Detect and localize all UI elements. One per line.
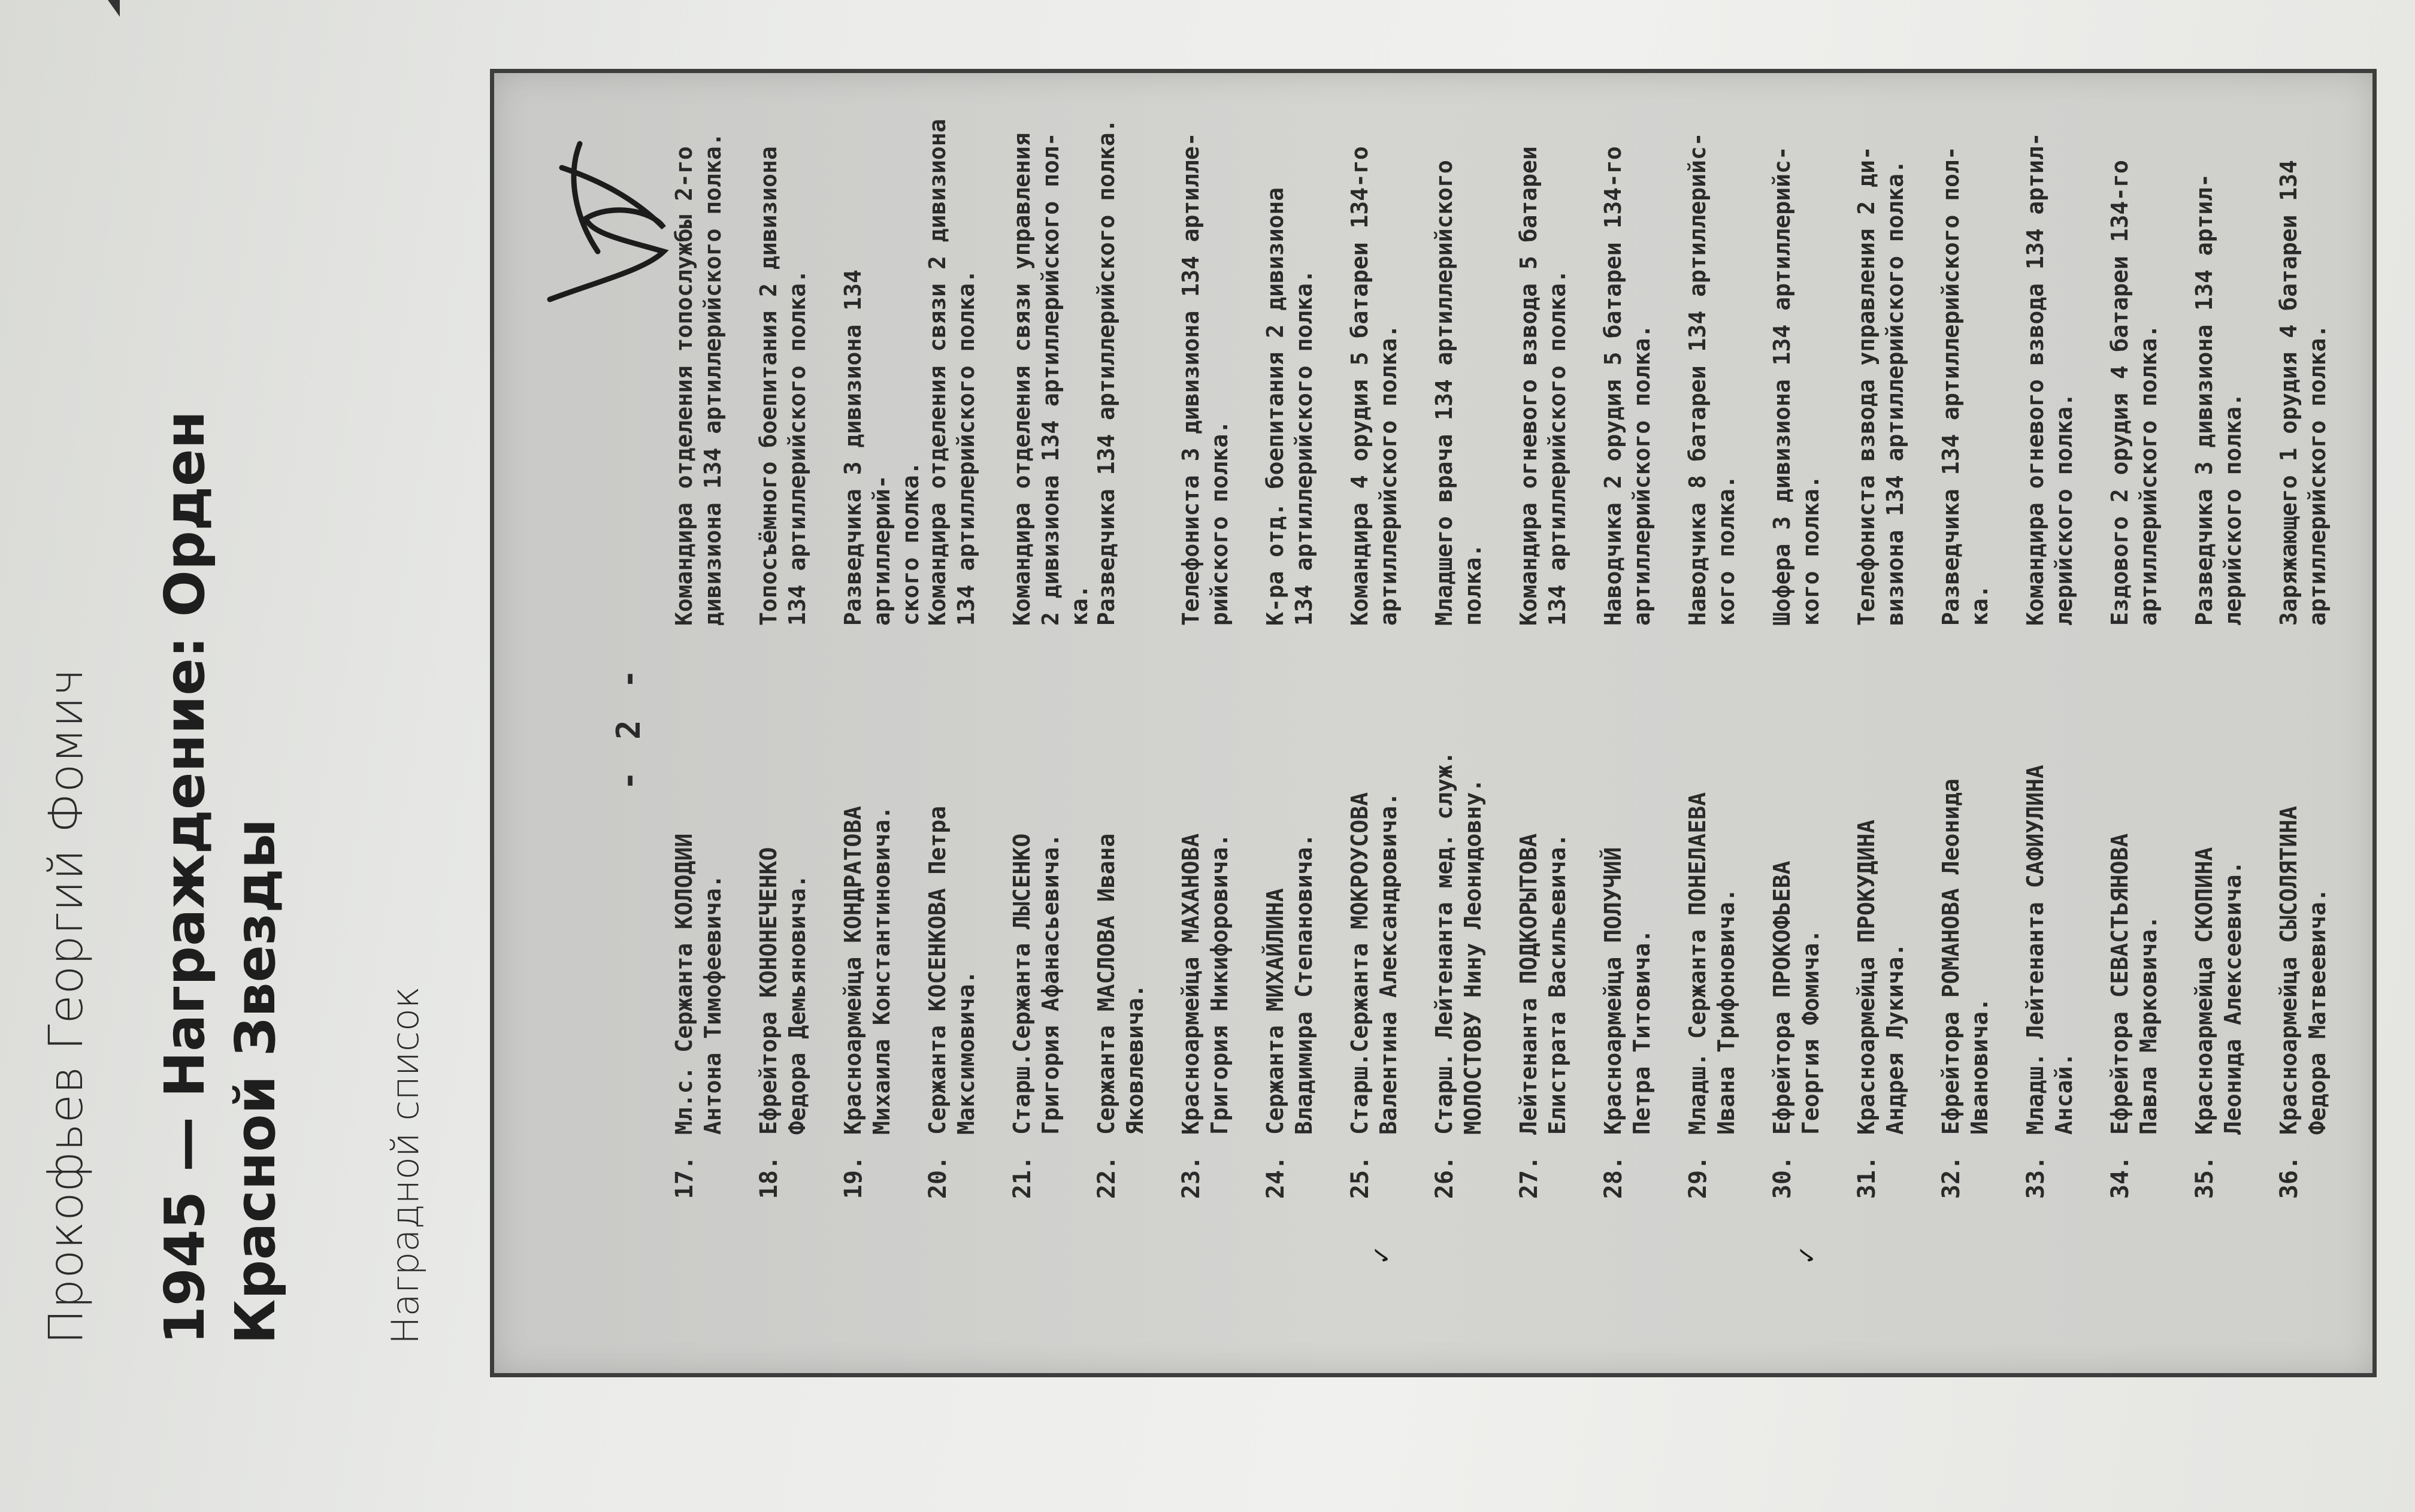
entry-name: Старш.Сержанта МОКРОУСОВА Валентина Александровича. bbox=[1346, 792, 1402, 1135]
list-item bbox=[2105, 108, 2195, 1234]
entry-position: Разведчика 134 артиллерийского полка. bbox=[1093, 119, 1119, 626]
entry-number: 20. bbox=[924, 1156, 952, 1199]
entry-position: Разведчика 134 артиллерийского пол- ка. bbox=[1938, 146, 1993, 626]
entry-name: Ефрейтора ПРОКОФЬЕВА Георгия Фомича. bbox=[1769, 860, 1824, 1135]
list-item bbox=[2190, 108, 2280, 1234]
award-heading: 1945 — Награждение: Орден Красной Звезды bbox=[153, 410, 288, 1344]
entry-position: Командира отделения топослужбы 2-го дивизиона 134 артиллерийского полка. bbox=[671, 132, 726, 626]
list-item bbox=[2021, 108, 2111, 1234]
list-item bbox=[1092, 108, 1182, 1234]
list-item bbox=[1430, 108, 1520, 1234]
entry-name: Лейтенанта ПОДКОРЫТОВА Елистрата Васильевича. bbox=[1515, 833, 1570, 1135]
entry-position: Младшего врача 134 артиллерийского полка. bbox=[1431, 160, 1486, 626]
entry-number: 29. bbox=[1684, 1156, 1712, 1199]
entry-position: Командира 4 орудия 5 батареи 134-го артиллерийского полка. bbox=[1346, 146, 1402, 626]
margin-mark: ✓ bbox=[1364, 1247, 1397, 1263]
margin-mark: ✓ bbox=[1790, 1247, 1822, 1263]
list-item bbox=[1768, 108, 1857, 1234]
entry-number: 19. bbox=[840, 1156, 867, 1199]
entry-position: Командира отделения связи 2 дивизиона 134 артиллерийского полка. bbox=[924, 119, 979, 626]
entry-number: 28. bbox=[1600, 1156, 1627, 1199]
entry-name: Старш.Сержанта ЛЫСЕНКО Григория Афанасьевича. bbox=[1009, 833, 1064, 1135]
entry-number: 22. bbox=[1093, 1156, 1121, 1199]
entry-name: Красноармейца СКОПИНА Леонида Алексеевича. bbox=[2191, 847, 2246, 1135]
entry-number: 26. bbox=[1431, 1156, 1458, 1199]
entry-name: Красноармейца СЫСОЛЯТИНА Федора Матвеевича. bbox=[2275, 805, 2331, 1135]
list-item bbox=[839, 108, 928, 1234]
document-type-label: Наградной список bbox=[383, 986, 427, 1344]
entry-number: 34. bbox=[2107, 1156, 2134, 1199]
entry-number: 25. bbox=[1346, 1156, 1374, 1199]
entry-position: Разведчика 3 дивизиона 134 артиллерий- ского полка. bbox=[840, 269, 924, 626]
entry-name: Младш. Лейтенанта САФИУЛИНА Ансай. bbox=[2022, 765, 2077, 1135]
list-item bbox=[1852, 108, 1942, 1234]
list-item bbox=[1345, 108, 1435, 1234]
entry-position: Телефониста 3 дивизиона 134 артилле- рийского полка. bbox=[1178, 132, 1233, 626]
entry-number: 21. bbox=[1009, 1156, 1036, 1199]
scanned-page-content bbox=[490, 69, 2377, 1377]
list-item bbox=[1599, 108, 1688, 1234]
entry-number: 23. bbox=[1178, 1156, 1205, 1199]
list-item bbox=[1007, 108, 1097, 1234]
entry-number: 27. bbox=[1515, 1156, 1543, 1199]
entry-name: Ефрейтора КОНОНЕЧЕНКО Федора Демьяновича. bbox=[755, 847, 810, 1135]
entry-name: Сержанта МАСЛОВА Ивана Яковлевича. bbox=[1093, 833, 1148, 1135]
entry-position: К-ра отд. боепитания 2 дивизиона 134 артиллерийского полка. bbox=[1262, 187, 1317, 626]
entry-position: Разведчика 3 дивизиона 134 артил- лерийского полка. bbox=[2191, 174, 2246, 626]
corner-mark bbox=[108, 0, 120, 17]
entry-name: Красноармейца ПРОКУДИНА Андрея Лукича. bbox=[1853, 819, 1908, 1135]
list-item bbox=[670, 108, 759, 1234]
entry-name: Старш. Лейтенанта мед. служ. МОЛОСТОВУ Нину Леонидовну. bbox=[1431, 751, 1486, 1135]
entry-position: Наводчика 8 батареи 134 артиллерийс- кого полка. bbox=[1684, 132, 1739, 626]
entry-position: Топосъёмного боепитания 2 дивизиона 134 артиллерийского полка. bbox=[755, 146, 810, 626]
entry-name: Красноармейца КОНДРАТОВА Михаила Константиновича. bbox=[840, 805, 895, 1135]
handwritten-signature bbox=[526, 132, 682, 323]
entry-number: 33. bbox=[2022, 1156, 2050, 1199]
entry-name: Сержанта МИХАЙЛИНА Владимира Степановича. bbox=[1262, 833, 1317, 1135]
entry-position: Телефониста взвода управления 2 ди- визиона 134 артиллерийского полка. bbox=[1853, 146, 1908, 626]
page-number: - 2 - bbox=[610, 663, 647, 790]
entry-number: 30. bbox=[1769, 1156, 1796, 1199]
entry-name: Сержанта КОСЕНКОВА Петра Максимовича. bbox=[924, 805, 979, 1135]
entry-position: Шофера 3 дивизиона 134 артиллерийс- кого полка. bbox=[1769, 146, 1824, 626]
entry-name: Младш. Сержанта ПОНЕЛАЕВА Ивана Трифоновича. bbox=[1684, 792, 1739, 1135]
entry-name: Ефрейтора РОМАНОВА Леонида Ивановича. bbox=[1938, 778, 1993, 1135]
entry-number: 36. bbox=[2275, 1156, 2303, 1199]
list-item bbox=[923, 108, 1013, 1234]
entry-position: Командира отделения связи управления 2 дивизиона 134 артиллерийского пол- ка. bbox=[1009, 132, 1092, 626]
list-item bbox=[754, 108, 844, 1234]
list-item bbox=[1261, 108, 1351, 1234]
entry-number: 35. bbox=[2191, 1156, 2219, 1199]
entry-position: Заряжающего 1 орудия 4 батареи 134 артиллерийского полка. bbox=[2275, 160, 2331, 626]
author-name: Прокофьев Георгий Фомич bbox=[40, 668, 93, 1344]
entry-number: 32. bbox=[1938, 1156, 1965, 1199]
entry-name: Мл.с. Сержанта КОЛОДИИ Антона Тимофеевича. bbox=[671, 833, 726, 1135]
list-item bbox=[1936, 108, 2026, 1234]
list-item bbox=[1683, 108, 1773, 1234]
entry-name: Красноармейца ПОЛУЧИЙ Петра Титовича. bbox=[1600, 847, 1655, 1135]
scanned-award-list bbox=[490, 69, 2377, 1377]
entry-number: 31. bbox=[1853, 1156, 1881, 1199]
list-item bbox=[2274, 108, 2364, 1234]
entry-number: 18. bbox=[755, 1156, 783, 1199]
entry-number: 24. bbox=[1262, 1156, 1290, 1199]
entry-position: Ездового 2 орудия 4 батареи 134-го артиллерийского полка. bbox=[2107, 160, 2162, 626]
entry-position: Командира огневого взвода 134 артил- лерийского полка. bbox=[2022, 132, 2077, 626]
entry-position: Наводчика 2 орудия 5 батареи 134-го артиллерийского полка. bbox=[1600, 146, 1655, 626]
entry-position: Командира огневого взвода 5 батареи 134 артиллерийского полка. bbox=[1515, 146, 1570, 626]
list-item bbox=[1176, 108, 1266, 1234]
entry-name: Красноармейца МАХАНОВА Григория Никифоровича. bbox=[1178, 833, 1233, 1135]
entry-number: 17. bbox=[671, 1156, 698, 1199]
entry-name: Ефрейтора СЕВАСТЬЯНОВА Павла Марковича. bbox=[2107, 833, 2162, 1135]
list-item bbox=[1514, 108, 1604, 1234]
